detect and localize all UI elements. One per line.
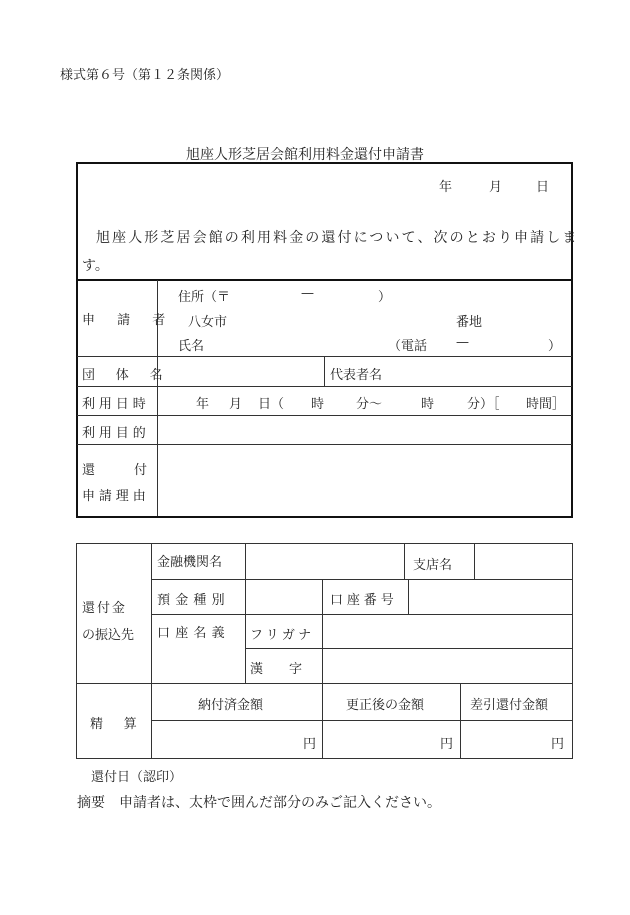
paid-amount-label: 納付済金額 [198, 698, 264, 713]
usage-start-hour: 時 [311, 397, 325, 412]
refund-amount-label: 差引還付金額 [470, 698, 549, 713]
corrected-yen: 円 [440, 737, 454, 752]
phone-dash: — [456, 335, 469, 350]
usage-year: 年 [196, 397, 210, 412]
kanji-label: 漢 字 [250, 662, 303, 677]
purpose-label: 利用目的 [82, 426, 150, 441]
address-label: 住所（〒 [178, 290, 231, 305]
bank-section-label-line1: 還付金 [82, 601, 127, 616]
note-text: 摘要 申請者は、太枠で囲んだ部分のみご記入ください。 [77, 795, 441, 811]
bank-section-label-line2: の振込先 [82, 628, 135, 643]
applicant-label: 申 請 者 [82, 313, 170, 328]
application-frame [76, 162, 573, 518]
usage-start-minute: 分～ [356, 397, 383, 412]
address-close: ） [378, 290, 392, 305]
date-day: 日 [536, 180, 550, 195]
representative-label: 代表者名 [330, 368, 383, 383]
request-text-line1: 旭座人形芝居会館の利用料金の還付について、次のとおり申請しま [96, 230, 579, 246]
form-title: 旭座人形芝居会館利用料金還付申請書 [186, 147, 424, 163]
form-number: 様式第６号（第１２条関係） [60, 68, 230, 83]
city-label: 八女市 [188, 315, 228, 330]
name-label: 氏名 [178, 339, 205, 354]
account-holder-label: 口座名義 [157, 626, 230, 641]
request-text-line2: す。 [82, 258, 109, 274]
phone-close: ） [548, 339, 562, 354]
usage-end-hour: 時 [421, 397, 435, 412]
refund-date-label: 還付日（認印） [91, 770, 183, 785]
group-name-label: 団 体 名 [82, 368, 167, 383]
usage-end-minute: 分）［ [467, 397, 500, 412]
usage-month: 月 [229, 397, 243, 412]
banchi-label: 番地 [456, 315, 483, 330]
usage-hours: 時間］ [526, 397, 566, 412]
furigana-label: フリガナ [250, 628, 315, 643]
deposit-type-label: 預金種別 [157, 593, 230, 608]
date-year: 年 [439, 180, 453, 195]
settlement-label: 精 算 [90, 717, 141, 732]
paid-yen: 円 [303, 737, 317, 752]
postal-dash: — [301, 286, 314, 301]
corrected-amount-label: 更正後の金額 [346, 698, 425, 713]
branch-label: 支店名 [413, 558, 453, 573]
phone-open: （電話 [388, 339, 428, 354]
usage-datetime-label: 利用日時 [82, 397, 150, 412]
reason-label-line2: 申請理由 [82, 489, 150, 504]
reason-label-line1: 還 付 [82, 463, 148, 478]
refund-yen: 円 [551, 737, 565, 752]
account-number-label: 口座番号 [330, 593, 398, 608]
institution-label: 金融機関名 [157, 555, 223, 570]
usage-day: 日（ [258, 397, 285, 412]
date-month: 月 [489, 180, 503, 195]
